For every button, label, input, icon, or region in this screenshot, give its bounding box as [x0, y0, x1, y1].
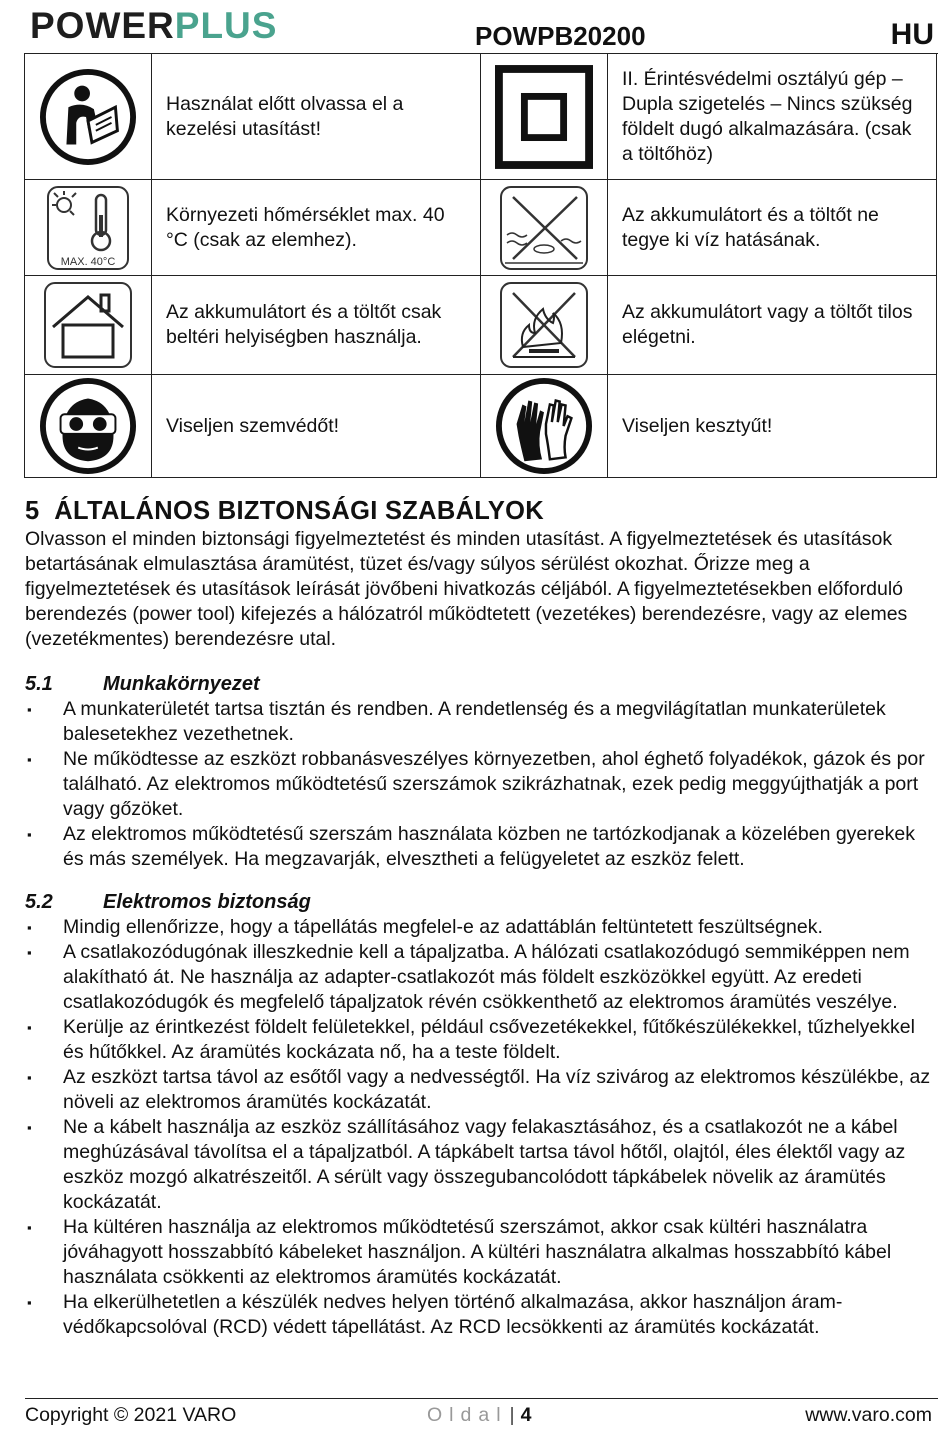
symbol-description: Használat előtt olvassa el a kezelési utasítást!: [152, 54, 481, 180]
subsection-heading: [25, 672, 937, 697]
symbol-icon-cell: [25, 375, 152, 478]
bullet-icon: ▪: [27, 702, 32, 717]
bullet-icon: ▪: [27, 827, 32, 842]
eye-protection-icon: [39, 377, 137, 475]
list-item-text: Ha elkerülhetetlen a készülék nedves helyen történő alkalmazása, akkor használjon áram-védőkapcsolóval (RCD) védett tápellátást. Az RCD lecsökkenti az áramütés kockázatát.: [63, 1291, 843, 1338]
symbol-description: Viseljen kesztyűt!: [608, 375, 937, 478]
website-link[interactable]: www.varo.com: [805, 1404, 932, 1426]
list-item: [25, 747, 937, 822]
page-footer: [25, 1403, 932, 1427]
symbol-icon-cell: [25, 276, 152, 375]
bullet-icon: ▪: [27, 1295, 32, 1310]
symbol-description: Az akkumulátort és a töltőt csak beltéri helyiségben használja.: [152, 276, 481, 375]
subsection-number: 5.2: [25, 891, 53, 913]
symbol-row: [25, 375, 937, 478]
section-intro: Olvasson el minden biztonsági figyelmeztetést és minden utasítást. A figyelmeztetések és utasítások betartásának elmulasztása áramütést, tüzet és/vagy súlyos sérülést okozhat. Őrizze meg a figyelmeztetések és utasítások leírását jövőbeni hivatkozás céljából. A figyelmeztetésekben előforduló berendezés (power tool) kifejezés a hálózatról működtetett (vezetékes) berendezésre, vagy az elemes (vezetékmentes) berendezésre utal.: [25, 528, 908, 650]
symbol-icon-cell: [25, 180, 152, 276]
list-item: [25, 822, 937, 872]
section-number: 5: [25, 497, 40, 525]
subsection-title: Elektromos biztonság: [103, 891, 311, 913]
max-temperature-icon: [46, 185, 130, 271]
list-item-text: Kerülje az érintkezést földelt felületekkel, például csővezetékekkel, fűtőkészülékekkel, tűzhelyekkel és hűtőkkel. Az áramütés kockázata nő, ha a teste földelt.: [63, 1016, 915, 1063]
symbol-description: Az akkumulátort vagy a töltőt tilos elégetni.: [608, 276, 937, 375]
list-item: [25, 915, 937, 940]
symbol-icon-cell: [25, 54, 152, 180]
language-code: HU: [890, 18, 934, 51]
list-item-text: A csatlakozódugónak illeszkednie kell a tápaljzatba. A hálózati csatlakozódugó semmiképpen nem alakítható át. Ne használja az adapter-csatlakozót más földelt eszközökkel együtt. Az eredeti csatlakozódugók és megfelelő tápaljzatok révén csökkenthető az elektromos áramütés veszélye.: [63, 941, 910, 1013]
symbol-icon-cell: [481, 180, 608, 276]
section-heading: [25, 495, 937, 527]
read-manual-icon: [39, 68, 137, 166]
list-item-text: Ne működtesse az eszközt robbanásveszélyes környezetben, ahol éghető folyadékok, gázok és por található. Az elektromos működtetésű szerszámok szikrázhatnak, ezek pedig meggyújthatják a port vagy gőzöket.: [63, 748, 925, 820]
no-fire-icon: [499, 281, 589, 369]
symbol-row: [25, 54, 937, 180]
footer-rule: [25, 1398, 938, 1399]
bullet-icon: ▪: [27, 920, 32, 935]
list-item: [25, 1215, 937, 1290]
main-content: [25, 495, 937, 1358]
indoor-use-icon: [43, 281, 133, 369]
list-item: [25, 940, 937, 1015]
subsection-heading: [25, 890, 937, 915]
bullet-icon: ▪: [27, 752, 32, 767]
bullet-list: [25, 697, 937, 872]
svg-text:MAX. 40°C: MAX. 40°C: [60, 255, 116, 268]
model-number: POWPB20200: [475, 21, 646, 51]
bullet-icon: ▪: [27, 1120, 32, 1135]
list-item-text: Az eszközt tartsa távol az esőtől vagy a nedvességtől. Ha víz szivárog az elektromos készülékbe, az növeli az elektromos áramütés kockázatát.: [63, 1066, 931, 1113]
subsection-number: 5.1: [25, 673, 53, 695]
page-word: Oldal: [427, 1404, 508, 1426]
symbol-icon-cell: [481, 375, 608, 478]
bullet-icon: ▪: [27, 1220, 32, 1235]
list-item: [25, 1065, 937, 1115]
list-item: [25, 1015, 937, 1065]
list-item-text: Mindig ellenőrizze, hogy a tápellátás megfelel-e az adattáblán feltüntetett feszültségnek.: [63, 916, 823, 938]
bullet-icon: ▪: [27, 945, 32, 960]
no-water-icon: [499, 185, 589, 271]
subsection-title: Munkakörnyezet: [103, 673, 260, 695]
symbol-description: Környezeti hőmérséklet max. 40 °C (csak az elemhez).: [152, 180, 481, 276]
copyright-text: Copyright © 2021 VARO: [25, 1404, 237, 1426]
bullet-list: [25, 915, 937, 1340]
list-item-text: Ha kültéren használja az elektromos működtetésű szerszámot, akkor csak kültéri használatra jóváhagyott hosszabbító kábeleket használjon. A kültéri használatra alkalmas hosszabbító kábel használata csökkenti az elektromos áramütés kockázatát.: [63, 1216, 892, 1288]
double-insulation-icon: [495, 65, 593, 169]
list-item: [25, 1290, 937, 1340]
symbol-description: Viseljen szemvédőt!: [152, 375, 481, 478]
section-title: ÁLTALÁNOS BIZTONSÁGI SZABÁLYOK: [54, 497, 544, 525]
list-item: [25, 1115, 937, 1215]
bullet-icon: ▪: [27, 1070, 32, 1085]
symbol-row: [25, 276, 937, 375]
brand-name-accent: PLUS: [174, 5, 278, 46]
symbol-description: II. Érintésvédelmi osztályú gép – Dupla szigetelés – Nincs szükség földelt dugó alkalmazására. (csak a töltőhöz): [608, 54, 937, 180]
symbol-description: Az akkumulátort és a töltőt ne tegye ki víz hatásának.: [608, 180, 937, 276]
symbol-row: [25, 180, 937, 276]
symbol-icon-cell: [481, 276, 608, 375]
page-indicator: [427, 1403, 531, 1427]
list-item: [25, 697, 937, 747]
gloves-icon: [495, 377, 593, 475]
symbol-table: [24, 53, 937, 478]
list-item-text: Az elektromos működtetésű szerszám használata közben ne tartózkodjanak a közelében gyerekek és más személyek. Ha megzavarják, elvesztheti a felügyeletet az eszköz felett.: [63, 823, 915, 870]
list-item-text: A munkaterületét tartsa tisztán és rendben. A rendetlenség és a megvilágítatlan munkaterületek balesetekhez vezethetnek.: [63, 698, 886, 745]
page-separator: |: [509, 1404, 515, 1426]
brand-logo: [30, 4, 277, 48]
brand-name-dark: POWER: [30, 5, 175, 46]
list-item-text: Ne a kábelt használja az eszköz szállításához vagy felakasztásához, és a csatlakozót ne a kábel meghúzásával távolítsa el a tápaljzatból. A tápkábelt tartsa távol hőtől, olajtól, éles élektől vagy az eszköz mozgó alkatrészeitől. A sérült vagy összegubancolódott tápkábelek növelik az áramütés kockázatát.: [63, 1116, 906, 1213]
symbol-icon-cell: [481, 54, 608, 180]
bullet-icon: ▪: [27, 1020, 32, 1035]
page-header: [0, 0, 950, 56]
page-number: 4: [520, 1404, 532, 1426]
